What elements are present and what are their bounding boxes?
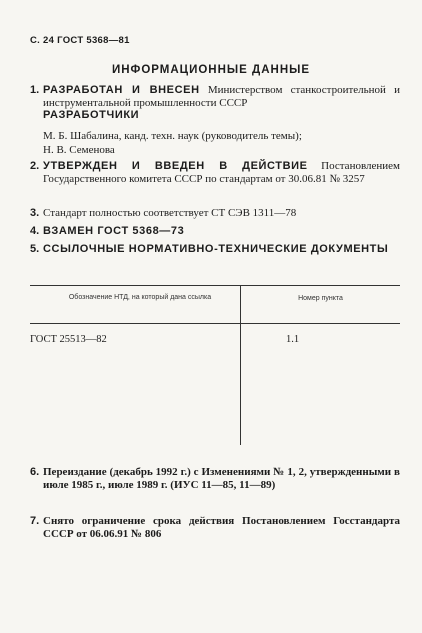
developer-line: М. Б. Шабалина, канд. техн. наук (руководитель темы); <box>43 130 302 142</box>
item-heading: УТВЕРЖДЕН И ВВЕДЕН В ДЕЙСТВИЕ <box>43 160 308 172</box>
table-top-rule <box>30 285 400 286</box>
item-number: 7. <box>30 515 40 527</box>
item-number: 4. <box>30 225 40 237</box>
item-2 <box>30 160 400 186</box>
item-4 <box>30 225 400 238</box>
item-number: 2. <box>30 160 40 172</box>
item-heading: ССЫЛОЧНЫЕ НОРМАТИВНО-ТЕХНИЧЕСКИЕ ДОКУМЕНТЫ <box>43 243 389 255</box>
item-text: Переиздание (декабрь 1992 г.) с Изменениями № 1, 2, утвержденными в июле 1985 г., июле 1989 г. (ИУС 11—85, 11—89) <box>43 466 400 491</box>
table-column-divider <box>240 285 241 445</box>
item-number: 3. <box>30 207 40 219</box>
item-text: Стандарт полностью соответствует СТ СЭВ 1311—78 <box>43 207 297 219</box>
item-text: Снято ограничение срока действия Постановлением Госстандарта СССР от 06.06.91 № 806 <box>43 515 400 540</box>
developer-line: Н. В. Семенова <box>43 144 115 156</box>
item-3 <box>30 207 400 220</box>
references-table <box>30 285 400 453</box>
item-1 <box>30 84 400 110</box>
item-number: 5. <box>30 243 40 255</box>
page-header: С. 24 ГОСТ 5368—81 <box>30 35 130 46</box>
item-number: 1. <box>30 84 40 96</box>
item-6 <box>30 466 400 492</box>
table-header-clause: Номер пункта <box>298 295 343 302</box>
table-cell-document: ГОСТ 25513—82 <box>30 334 107 345</box>
item-7 <box>30 515 400 541</box>
developers-heading: РАЗРАБОТЧИКИ <box>43 109 140 121</box>
table-cell-clause: 1.1 <box>286 334 300 345</box>
item-text: Постановлением Государственного комитета СССР по стандартам от 30.06.81 № 3257 <box>43 160 400 185</box>
table-header-rule <box>30 323 400 324</box>
item-text: Министерством станкостроительной и инструментальной промышленности СССР <box>43 84 400 109</box>
item-5 <box>30 243 400 256</box>
table-header-document: Обозначение НТД, на который дана ссылка <box>68 294 212 301</box>
page-title: ИНФОРМАЦИОННЫЕ ДАННЫЕ <box>111 64 311 76</box>
item-heading: ВЗАМЕН ГОСТ 5368—73 <box>43 225 185 237</box>
item-heading: РАЗРАБОТАН И ВНЕСЕН <box>43 84 200 96</box>
item-number: 6. <box>30 466 40 478</box>
developers-list <box>43 129 403 157</box>
